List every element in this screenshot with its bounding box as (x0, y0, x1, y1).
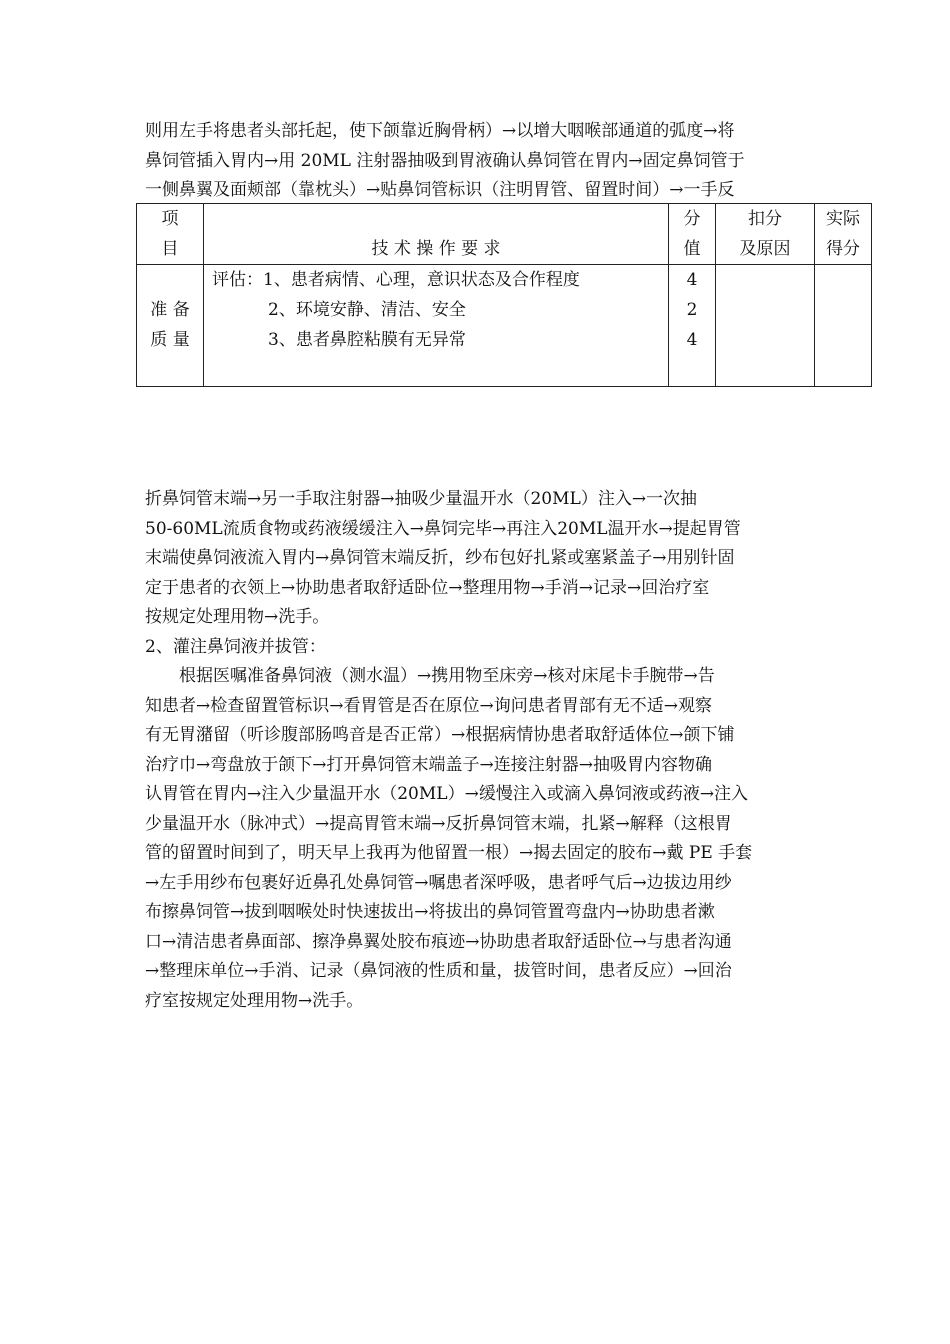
paragraph-line: 鼻饲管插入胃内→用 20ML 注射器抽吸到胃液确认鼻饲管在胃内→固定鼻饲管于 (145, 150, 745, 171)
paragraph-line: 则用左手将患者头部托起，使下颌靠近胸骨柄）→以增大咽喉部通道的弧度→将 (145, 121, 735, 141)
paragraph-line: 50-60ML流质食物或药液缓缓注入→鼻饲完毕→再注入20ML温开水→提起胃管 (145, 518, 741, 539)
paragraph-line: 治疗巾→弯盘放于颌下→打开鼻饲管末端盖子→连接注射器→抽吸胃内容物确 (145, 754, 712, 775)
paragraph-line: →左手用纱布包裹好近鼻孔处鼻饲管→嘱患者深呼吸，患者呼气后→边拔边用纱 (145, 872, 732, 893)
paragraph-line: 折鼻饲管末端→另一手取注射器→抽吸少量温开水（20ML）注入→一次抽 (145, 489, 698, 509)
top-paragraph (145, 117, 835, 206)
header-item: 项 目 (137, 204, 204, 265)
paragraph-line: 根据医嘱准备鼻饲液（测水温）→携用物至床旁→核对床尾卡手腕带→告 (145, 666, 715, 686)
paragraph-line: 定于患者的衣领上→协助患者取舒适卧位→整理用物→手消→记录→回治疗室 (145, 577, 710, 598)
paragraph-line: 少量温开水（脉冲式）→提高胃管末端→反折鼻饲管末端，扎紧→解释（这根胃 (145, 813, 732, 834)
header-score: 分 值 (669, 204, 716, 265)
table-row (137, 265, 872, 387)
paragraph-line: 一侧鼻翼及面颊部（靠枕头）→贴鼻饲管标识（注明胃管、留置时间）→一手反 (145, 180, 735, 200)
scoring-table (136, 203, 872, 387)
row-actual-score (815, 265, 872, 387)
header-deduction: 扣分 及原因 (716, 204, 815, 265)
table-header-row (137, 204, 872, 265)
paragraph-line: 布擦鼻饲管→拔到咽喉处时快速拔出→将拔出的鼻饲管置弯盘内→协助患者漱 (145, 902, 715, 922)
paragraph-line: →整理床单位→手消、记录（鼻饲液的性质和量，拔管时间，患者反应）→回治 (145, 961, 732, 981)
header-actual-score: 实际 得分 (815, 204, 872, 265)
paragraph-line: 认胃管在胃内→注入少量温开水（20ML）→缓慢注入或滴入鼻饲液或药液→注入 (145, 784, 749, 804)
paragraph-line: 管的留置时间到了，明天早上我再为他留置一根）→揭去固定的胶布→戴 PE 手套 (145, 843, 753, 863)
row-scores: 4 2 4 (669, 265, 716, 387)
paragraph-line: 疗室按规定处理用物→洗手。 (145, 990, 364, 1011)
paragraph-line: 知患者→检查留置管标识→看胃管是否在原位→询问患者胃部有无不适→观察 (145, 695, 712, 716)
row-item-label: 准 备 质 量 (137, 265, 204, 387)
paragraph-line: 口→清洁患者鼻面部、擦净鼻翼处胶布痕迹→协助患者取舒适卧位→与患者沟通 (145, 931, 732, 952)
row-requirements: 评估：1、患者病情、心理，意识状态及合作程度 2、环境安静、清洁、安全 3、患者鼻腔粘膜有无异常 (204, 265, 669, 387)
row-deduction (716, 265, 815, 387)
body-paragraph (145, 485, 835, 1016)
header-requirement: 技 术 操 作 要 求 (204, 204, 669, 265)
section-heading: 2、灌注鼻饲液并拔管： (145, 636, 326, 657)
paragraph-line: 末端使鼻饲液流入胃内→鼻饲管末端反折，纱布包好扎紧或塞紧盖子→用别针固 (145, 548, 735, 568)
paragraph-line: 按规定处理用物→洗手。 (145, 607, 330, 627)
paragraph-line: 有无胃潴留（听诊腹部肠鸣音是否正常）→根据病情协患者取舒适体位→颌下铺 (145, 725, 735, 745)
